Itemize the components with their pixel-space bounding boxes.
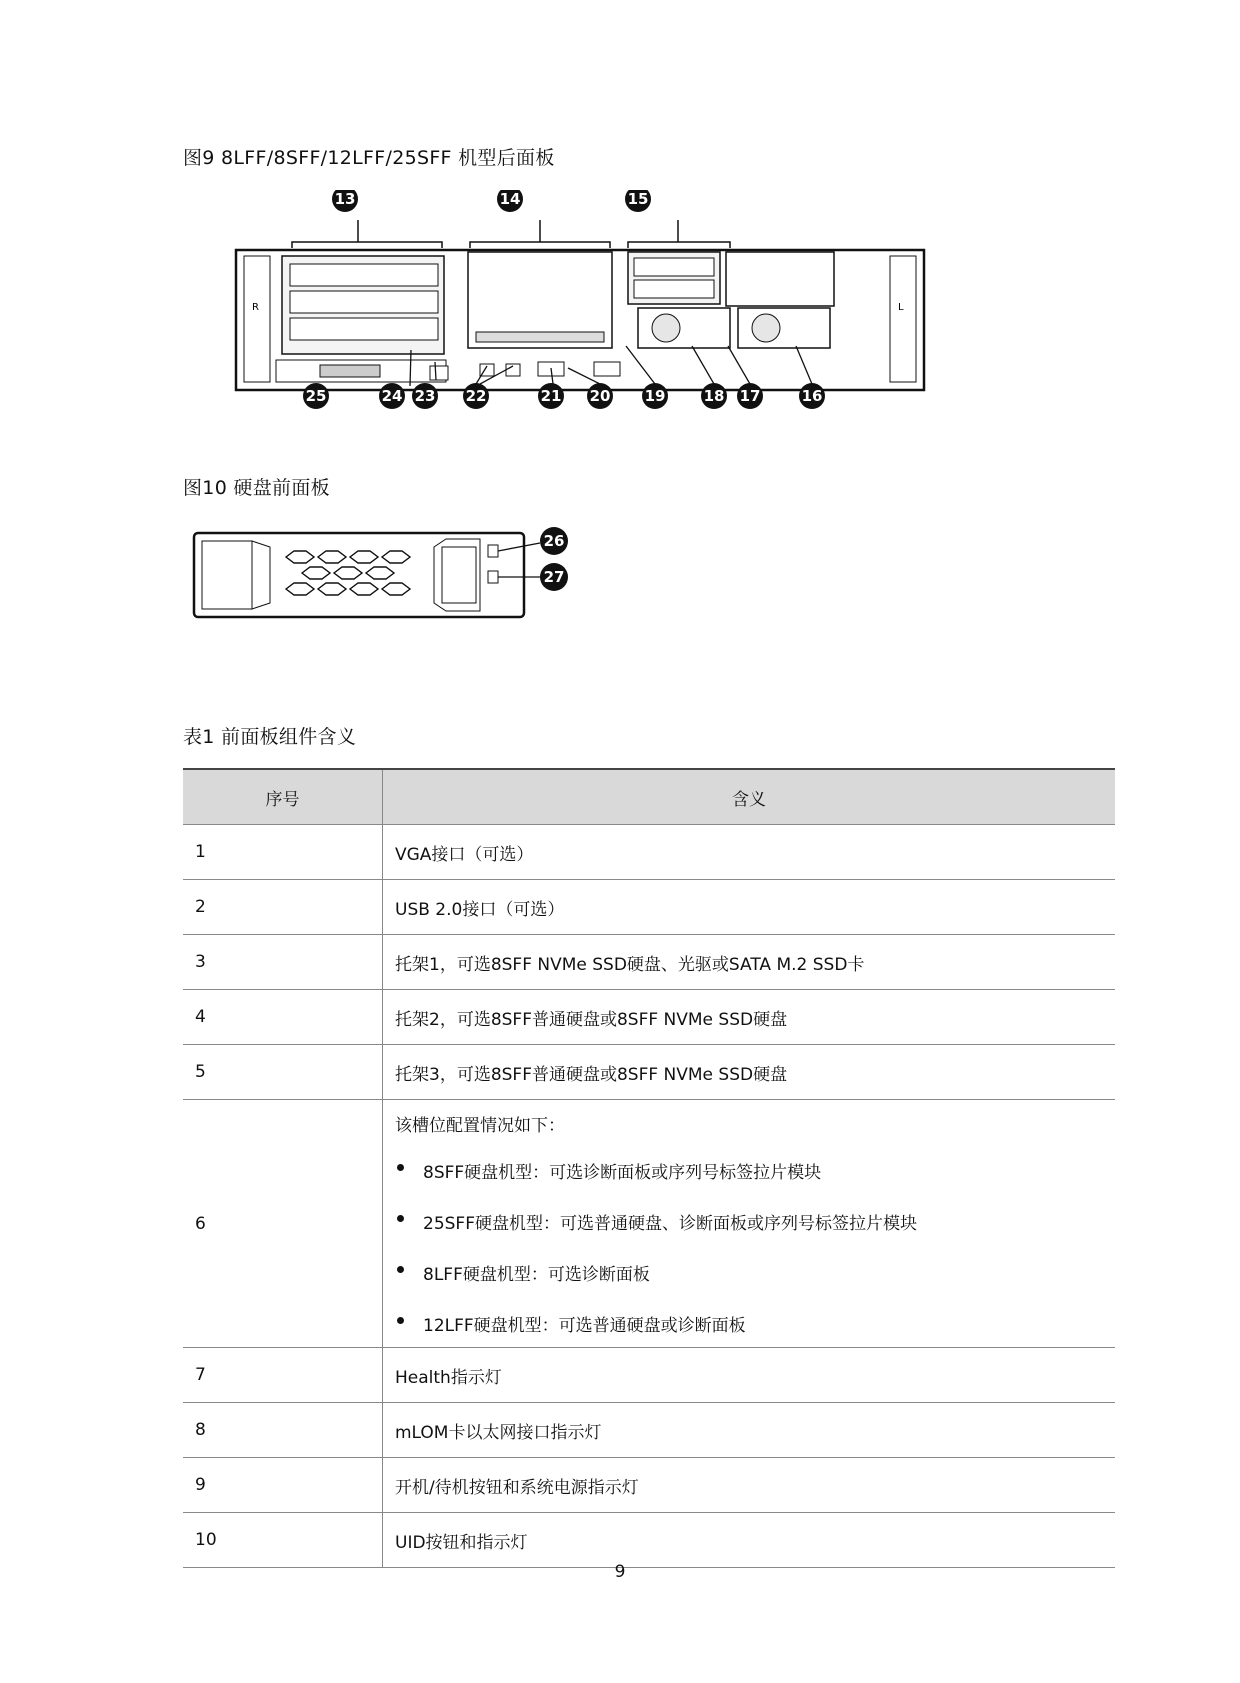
svg-text:15: 15 — [627, 190, 649, 208]
callout-21 — [538, 383, 564, 409]
callout-27 — [540, 563, 568, 591]
callout-24 — [379, 383, 405, 409]
row-number: 5 — [183, 1045, 383, 1100]
table-caption: 表1 前面板组件含义 — [183, 726, 357, 748]
callout-20 — [587, 383, 613, 409]
callout-25 — [303, 383, 329, 409]
row-number: 6 — [183, 1100, 383, 1348]
row-number: 4 — [183, 990, 383, 1045]
svg-text:13: 13 — [334, 190, 356, 208]
svg-text:24: 24 — [381, 387, 403, 405]
row-meaning: mLOM卡以太网接口指示灯 — [383, 1403, 1116, 1458]
table-row — [183, 1045, 1115, 1100]
table-row — [183, 990, 1115, 1045]
list-item: 12LFF硬盘机型：可选普通硬盘或诊断面板 — [395, 1311, 1114, 1336]
row-meaning: 开机/待机按钮和系统电源指示灯 — [383, 1458, 1116, 1513]
row-number: 7 — [183, 1348, 383, 1403]
svg-text:23: 23 — [414, 387, 436, 405]
list-item: 8SFF硬盘机型：可选诊断面板或序列号标签拉片模块 — [395, 1158, 1114, 1183]
row-meaning: 托架3，可选8SFF普通硬盘或8SFF NVMe SSD硬盘 — [383, 1045, 1116, 1100]
row-meaning: 托架1，可选8SFF NVMe SSD硬盘、光驱或SATA M.2 SSD卡 — [383, 935, 1116, 990]
table-row — [183, 1100, 1115, 1348]
callout-26 — [540, 527, 568, 555]
svg-text:19: 19 — [644, 387, 666, 405]
row-meaning: 托架2，可选8SFF普通硬盘或8SFF NVMe SSD硬盘 — [383, 990, 1116, 1045]
row-meaning: USB 2.0接口（可选） — [383, 880, 1116, 935]
svg-text:17: 17 — [739, 387, 761, 405]
callout-16 — [799, 383, 825, 409]
drive-front-panel-diagram — [190, 525, 610, 625]
svg-text:20: 20 — [589, 387, 611, 405]
row-number: 10 — [183, 1513, 383, 1568]
svg-text:25: 25 — [305, 387, 327, 405]
figure9-caption: 图9 8LFF/8SFF/12LFF/25SFF 机型后面板 — [183, 147, 555, 169]
svg-text:18: 18 — [703, 387, 725, 405]
header-meaning: 含义 — [383, 769, 1116, 825]
table-row — [183, 1348, 1115, 1403]
callout-17 — [737, 383, 763, 409]
figure10-caption: 图10 硬盘前面板 — [183, 477, 330, 499]
callout-19 — [642, 383, 668, 409]
callout-23 — [412, 383, 438, 409]
list-item: 8LFF硬盘机型：可选诊断面板 — [395, 1260, 1114, 1285]
slot-config-list — [395, 1158, 1114, 1336]
row-number: 8 — [183, 1403, 383, 1458]
row-meaning — [383, 1100, 1116, 1348]
row-meaning: Health指示灯 — [383, 1348, 1116, 1403]
svg-text:L: L — [898, 302, 904, 313]
page-number: 9 — [614, 1562, 626, 1582]
callout-18 — [701, 383, 727, 409]
svg-text:14: 14 — [499, 190, 521, 208]
callout-22 — [463, 383, 489, 409]
row-number: 9 — [183, 1458, 383, 1513]
table-row — [183, 935, 1115, 990]
svg-text:27: 27 — [543, 568, 565, 586]
component-table — [183, 768, 1115, 1568]
callout-14 — [497, 190, 523, 212]
row-number: 3 — [183, 935, 383, 990]
row-meaning: UID按钮和指示灯 — [383, 1513, 1116, 1568]
table-row — [183, 880, 1115, 935]
row-number: 2 — [183, 880, 383, 935]
table-row — [183, 1403, 1115, 1458]
table-header-row — [183, 769, 1115, 825]
rear-panel-diagram — [230, 190, 930, 440]
row-meaning: VGA接口（可选） — [383, 825, 1116, 880]
table-row — [183, 1513, 1115, 1568]
callout-15 — [625, 190, 651, 212]
slot-config-intro: 该槽位配置情况如下： — [395, 1116, 565, 1136]
svg-text:21: 21 — [540, 387, 562, 405]
svg-text:26: 26 — [543, 532, 565, 550]
table-row — [183, 1458, 1115, 1513]
svg-text:16: 16 — [801, 387, 823, 405]
svg-text:R: R — [252, 302, 259, 313]
svg-text:22: 22 — [465, 387, 487, 405]
header-number: 序号 — [183, 769, 383, 825]
row-number: 1 — [183, 825, 383, 880]
callout-13 — [332, 190, 358, 212]
table-row — [183, 825, 1115, 880]
list-item: 25SFF硬盘机型：可选普通硬盘、诊断面板或序列号标签拉片模块 — [395, 1209, 1114, 1234]
